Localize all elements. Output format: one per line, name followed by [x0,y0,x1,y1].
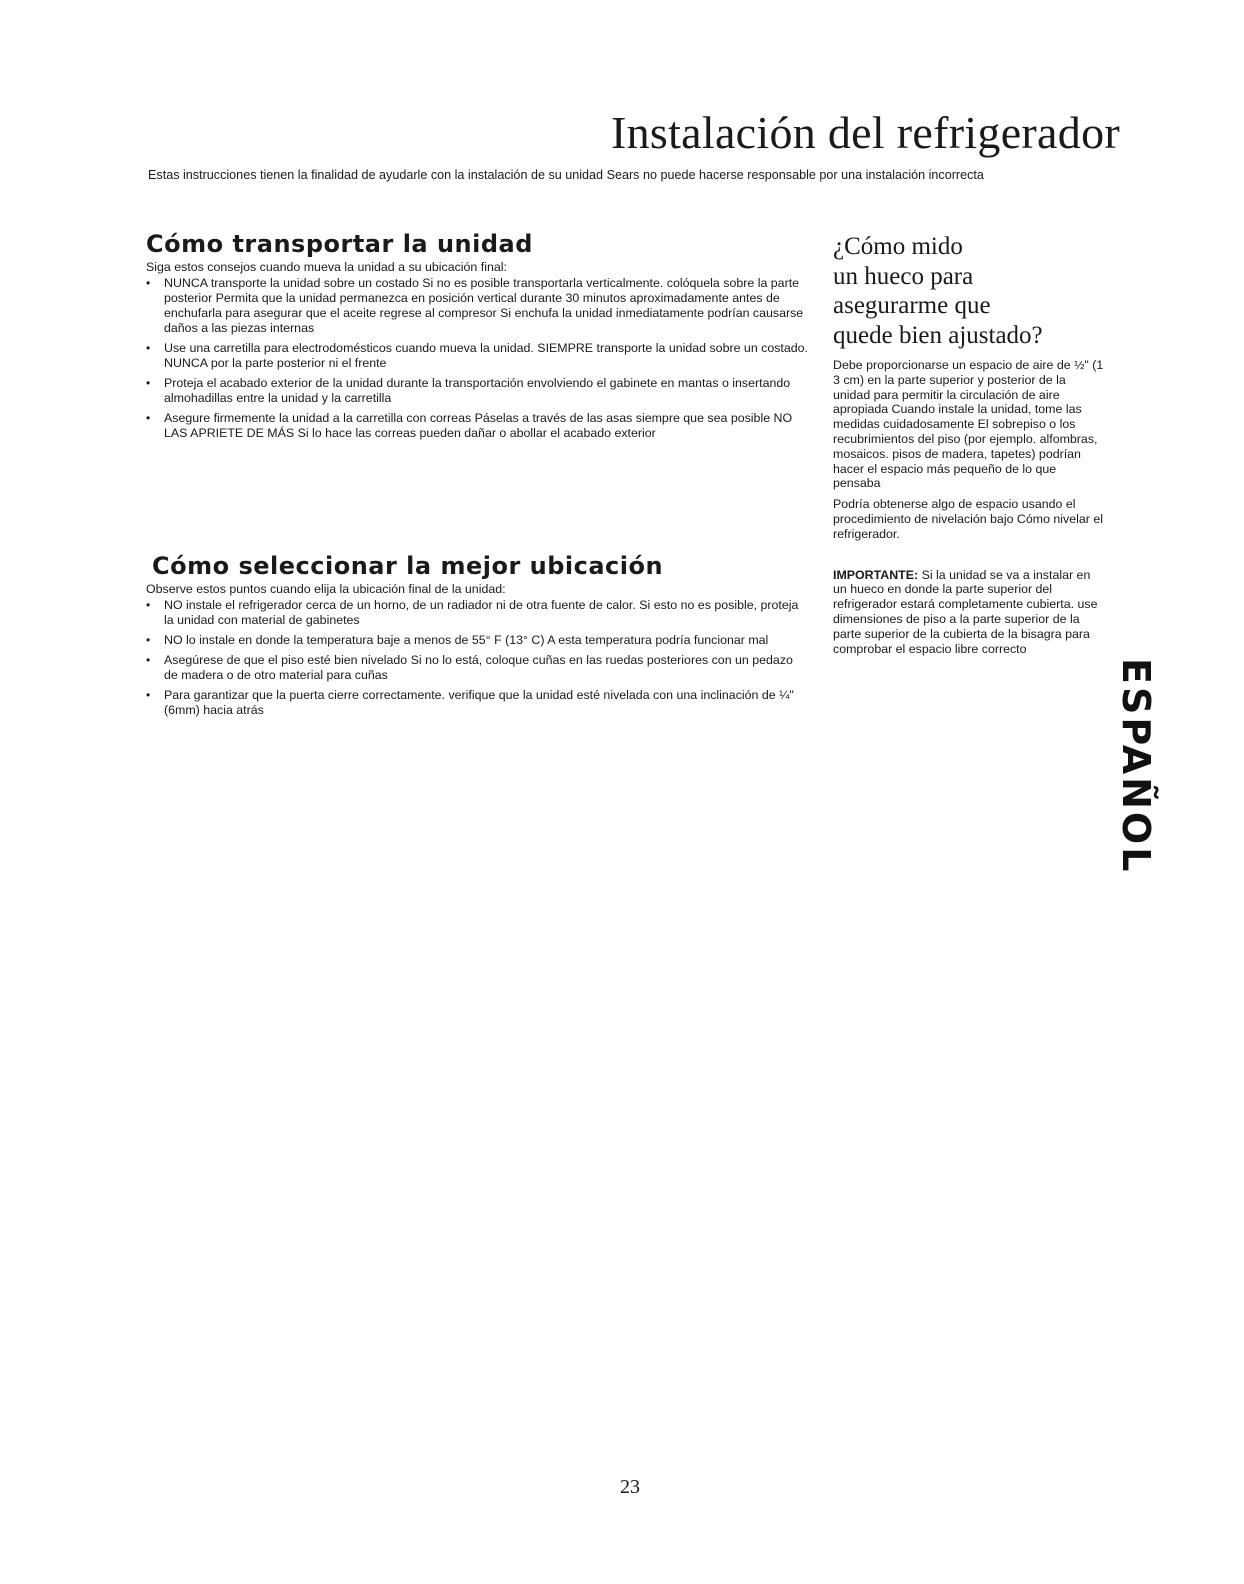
important-note [833,568,1105,657]
measure-heading-line: ¿Cómo mido [833,233,963,260]
list-item: • Asegúrese de que el piso esté bien nivelado Si no lo está, coloque cuñas en las ruedas posteriores con un pedazo de madera o de otro material para cuñas [146,653,810,683]
leveling-paragraph: Podría obtenerse algo de espacio usando el procedimiento de nivelación bajo Cómo nivelar el refrigerador. [833,497,1103,541]
language-side-tab-text: ESPAÑOL [1114,658,1158,875]
location-heading: Cómo seleccionar la mejor ubicación [152,552,664,580]
list-item: • NUNCA transporte la unidad sobre un costado Si no es posible transportarla verticalmente. colóquela sobre la parte posterior Permita que la unidad permanezca en posición vertical durante 30 minutos aproximadamente antes de enchufarla para asegurar que el aceite regrese al compresor Si enchufa la unidad inmediatamente podrían causarse daños a las piezas internas [146,276,810,336]
list-item: • Asegure firmemente la unidad a la carretilla con correas Páselas a través de las asas siempre que sea posible NO LAS APRIETE DE MÁS Si lo hace las correas pueden dañar o abollar el acabado exterior [146,411,810,441]
list-item: • Use una carretilla para electrodomésticos cuando mueva la unidad. SIEMPRE transporte la unidad sobre un costado. NUNCA por la parte posterior ni el frente [146,341,810,371]
important-label: IMPORTANTE: [833,567,919,582]
list-item: • Proteja el acabado exterior de la unidad durante la transportación envolviendo el gabinete en mantas o insertando almohadillas entre la unidad y la carretilla [146,376,810,406]
measure-heading [833,232,1108,350]
transport-lead: Siga estos consejos cuando mueva la unidad a su ubicación final: [146,260,507,274]
transport-heading: Cómo transportar la unidad [146,230,533,258]
page-number: 23 [620,1476,640,1498]
measure-heading-line: asegurarme que [833,292,991,319]
page-title: Instalación del refrigerador [610,107,1120,158]
location-lead: Observe estos puntos cuando elija la ubicación final de la unidad: [146,582,506,596]
language-side-tab [1114,658,1160,898]
measure-paragraph: Debe proporcionarse un espacio de aire de ½" (1 3 cm) en la parte superior y posterior de la unidad para permitir la circulación de aire apropiada Cuando instale la unidad, tome las medidas cuidadosamente El sobrepiso o los recubrimientos del piso (por ejemplo. alfombras, mosaicos. pisos de madera, tapetes) podrían hacer el espacio más pequeño de lo que pensaba [833,358,1104,491]
list-item: • Para garantizar que la puerta cierre correctamente. verifique que la unidad esté nivelada con una inclinación de ¼" (6mm) hacia atrás [146,688,810,718]
transport-list [146,276,810,441]
measure-heading-line: un hueco para [833,262,974,290]
intro-text: Estas instrucciones tienen la finalidad de ayudarle con la instalación de su unidad Sears no puede hacerse responsable por una instalación incorrecta [148,168,984,182]
list-item: • NO lo instale en donde la temperatura baje a menos de 55° F (13° C) A esta temperatura podría funcionar mal [146,633,810,648]
measure-sidebar [833,232,1108,662]
important-text: Si la unidad se va a instalar en un hueco en donde la parte superior del refrigerador estará completamente cubierta. use dimensiones de piso a la parte superior de la parte superior de la cubierta de la bisagra para comprobar el espacio libre correcto [833,567,1098,656]
list-item: • NO instale el refrigerador cerca de un horno, de un radiador ni de otra fuente de calor. Si esto no es posible, proteja la unidad con material de gabinetes [146,598,810,628]
location-section [146,552,810,723]
measure-heading-line: quede bien ajustado? [833,321,1043,349]
location-list [146,598,810,718]
transport-section [146,230,810,446]
